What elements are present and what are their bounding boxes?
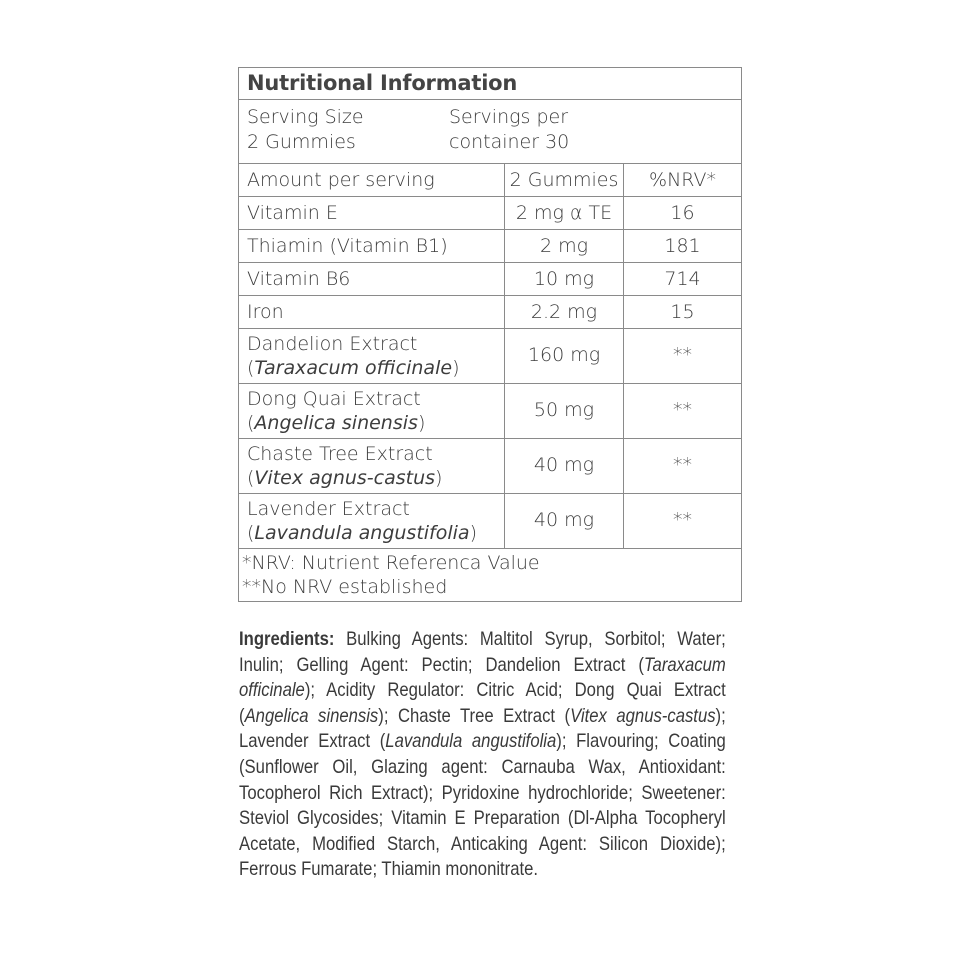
nutrient-name: Iron (239, 296, 505, 328)
nutrient-name: Vitamin B6 (239, 263, 505, 295)
footnote-nrv: *NRV: Nutrient Referenca Value (242, 552, 540, 574)
extract-amount: 40 mg (505, 494, 624, 548)
ingredients-part: ); Flavouring; Coating (Sunflower Oil, Glazing agent: Carnauba Wax, Antioxidant: Tocopherol Rich Extract); Pyridoxine hydrochloride; Sweetener: Steviol Glycosides; Vitamin E Preparation (Dl-Alpha Tocopheryl Acetate, Modified Starch, Anticaking Agent: Silicon Dioxide); Ferrous Fumarate; Thiamin mononitrate. (239, 730, 726, 881)
table-row (239, 263, 741, 296)
extract-latin-name: Angelica sinensis (254, 412, 418, 434)
table-header-row (239, 164, 741, 197)
extract-latin: (Lavandula angustifolia) (247, 522, 477, 544)
extract-amount: 160 mg (505, 329, 624, 383)
extract-nrv: ** (673, 454, 692, 476)
ingredients-latin: Taraxacum officinale (239, 653, 726, 702)
table-row (239, 197, 741, 230)
nutrient-amount: 2.2 mg (505, 296, 624, 328)
nutrient-amount: 10 mg (505, 263, 624, 295)
nutrient-name: Vitamin E (239, 197, 505, 229)
ingredients-latin: Vitex agnus-castus (570, 704, 716, 727)
nutrient-name: Thiamin (Vitamin B1) (239, 230, 505, 262)
extract-amount: 40 mg (505, 439, 624, 493)
header-amount-per-serving: Amount per serving (239, 164, 505, 196)
table-row (239, 384, 741, 439)
extract-name: Dong Quai Extract (247, 388, 421, 410)
servings-per-label: Servings per (449, 106, 569, 128)
extract-name: Lavender Extract (247, 498, 410, 520)
table-row (239, 494, 741, 549)
nutrient-amount: 2 mg (505, 230, 624, 262)
serving-info-row (239, 100, 741, 164)
extract-latin: (Taraxacum officinale) (247, 357, 460, 379)
extract-name-cell (239, 494, 505, 548)
extract-latin: (Vitex agnus-castus) (247, 467, 443, 489)
serving-size-value: 2 Gummies (247, 131, 356, 153)
servings-per-container (449, 105, 569, 163)
ingredients-part: ); Lavender Extract ( (239, 704, 726, 753)
nutrient-amount: 2 mg α TE (505, 197, 624, 229)
table-row (239, 296, 741, 329)
nutrient-nrv: 16 (670, 202, 695, 224)
ingredients-part: Bulking Agents: Maltitol Syrup, Sorbitol; Water; Inulin; Gelling Agent: Pectin; Dandelion Extract ( (239, 628, 726, 676)
nutrient-nrv: 15 (670, 301, 695, 323)
header-nrv: %NRV* (649, 169, 716, 191)
table-row (239, 230, 741, 263)
serving-size-label: Serving Size (247, 106, 364, 128)
nutrient-nrv: 181 (664, 235, 701, 257)
nutrient-nrv: 714 (664, 268, 701, 290)
extract-name: Chaste Tree Extract (247, 443, 433, 465)
nutrition-table (238, 67, 742, 602)
extract-nrv: ** (673, 509, 692, 531)
table-title: Nutritional Information (239, 68, 741, 100)
extract-latin-name: Vitex agnus-castus (254, 467, 436, 489)
extract-latin-name: Taraxacum officinale (254, 357, 453, 379)
ingredients-part: ); Acidity Regulator: Citric Acid; Dong Quai Extract ( (239, 679, 726, 727)
extract-name-cell (239, 439, 505, 493)
extract-nrv: ** (673, 399, 692, 421)
header-2-gummies: 2 Gummies (505, 164, 624, 196)
ingredients-part: ); Chaste Tree Extract ( (378, 704, 571, 727)
ingredients-latin: Angelica sinensis (244, 704, 379, 727)
extract-name-cell (239, 329, 505, 383)
ingredients-text (239, 627, 726, 883)
extract-nrv: ** (673, 344, 692, 366)
extract-latin-name: Lavandula angustifolia (254, 522, 470, 544)
ingredients-label: Ingredients: (239, 628, 335, 650)
serving-size (247, 105, 449, 163)
table-row (239, 439, 741, 494)
servings-per-value: container 30 (449, 131, 570, 153)
ingredients-latin: Lavandula angustifolia (385, 730, 557, 753)
extract-latin: (Angelica sinensis) (247, 412, 426, 434)
extract-name-cell (239, 384, 505, 438)
footnote-no-nrv: **No NRV established (242, 576, 448, 598)
extract-name: Dandelion Extract (247, 333, 418, 355)
table-row (239, 329, 741, 384)
extract-amount: 50 mg (505, 384, 624, 438)
table-footnotes (239, 549, 741, 601)
